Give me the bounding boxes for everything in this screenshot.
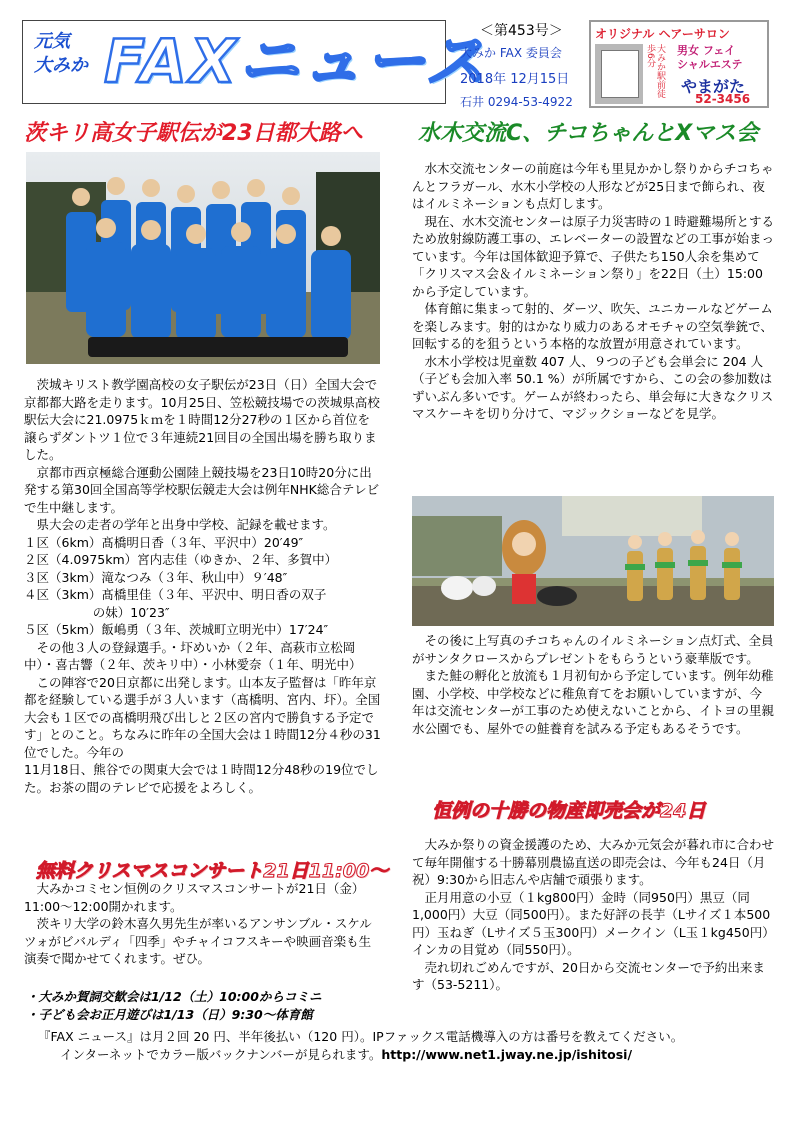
ad-phone: 52-3456: [695, 92, 751, 106]
ad-headline: オリジナル ヘアーサロン: [595, 27, 730, 41]
team-photo: [26, 152, 380, 364]
runner-list: [24, 534, 382, 639]
salon-advertisement: [589, 20, 769, 108]
ad-location: 大みか駅前徒歩6分: [645, 44, 665, 98]
masthead-tagline: [34, 30, 88, 78]
runner-item: ５区（5km）飯嶋勇（３年、茨城町立明光中）17′24″: [24, 622, 329, 637]
runner-item: ２区（4.0975km）宮内志佳（ゆきか、２年、多賀中）: [24, 552, 338, 567]
headline-market: 恒例の十勝の物産即売会が24日: [432, 800, 706, 822]
runner-item: １区（6km）髙橋明日香（３年、平沢中）20′49″: [24, 534, 304, 550]
footer: [38, 1028, 778, 1064]
market-article: 大みか祭りの資金援護のため、大みか元気会が暮れ市に合わせて毎年開催する十勝幕別農協直送の即売会は、今年も24日（月祝）9:30から旧志んや店舗で頑張ります。 正月用意の小豆（１kg800円）金時（同950円）黒豆（同1,000円）大豆（同500円）。また好評の長芋（Lサイズ１本500円）玉ねぎ（Lサイズ５玉300円）メークイン（L玉１kg450円）インカの目覚め（同550円）。 売れ切れごめんですが、20日から交流センターで予約出来ます（53-5211）。: [412, 837, 775, 992]
footer-web: インターネットでカラー版バックナンバーが見られます。http://www.net1.jway.ne.jp/ishitosi/: [60, 1047, 633, 1062]
headline-concert: 無料クリスマスコンサート21日11:00～: [36, 860, 389, 882]
fax-news-logo: FAXニュース: [104, 27, 488, 97]
notice-item: ・子ども会お正月遊びは1/13（日）9:30～体育館: [26, 1007, 313, 1022]
headline-ekiden: 茨キリ高女子駅伝が23日都大路へ: [24, 121, 363, 146]
footer-subscription: 『FAX ニュース』は月２回 20 円、半年後払い（120 円）。IPファックス電話機導入の方は番号を教えてください。: [38, 1029, 684, 1044]
event-notices: [26, 988, 406, 1024]
committee-name: 大みか FAX 委員会: [460, 46, 562, 60]
scarecrow-photo: [412, 496, 774, 626]
mizuki-article-cont: その後に上写真のチコちゃんのイルミネーション点灯式、全員がサンタクロースからプレゼントをもらうという豪華版です。 また鮭の孵化と放流も１月初旬から予定しています。例年幼稚園、小学校、中学校などに稚魚育てをお願いしていますが、今年は交流センターが工事のため使えないことから、イトヨの里親水公園でも、屋外での鮭養育を試みる予定もあるそうです。: [412, 633, 775, 736]
headline-christmas: 水木交流C、チコちゃんとXマス会: [418, 121, 759, 146]
notice-item: ・大みか賀詞交歓会は1/12（土）10:00からコミニ: [26, 989, 322, 1004]
issue-date: 2018年 12月15日: [460, 72, 570, 87]
runner-item: の妹）10′23″: [92, 604, 170, 620]
runner-item: ４区（3km）髙橋里佳（３年、平沢中、明日香の双子: [24, 587, 327, 602]
issue-number: ＜第453号＞: [480, 23, 563, 39]
ekiden-article: 茨城キリスト教学園高校の女子駅伝が23日（日）全国大会で京都都大路を走ります。10月25日、笠松競技場での茨城県高校駅伝大会に21.0975ｋｍを１時間12分27秒の１区から首位を譲らずダントツ１位で３年連続21回目の全国出場を勝ち取りました。 京都市西京極総合運動公園陸上競技場を23日10時20分に出発する第30回全国高等学校駅伝競走大会は例年NHK総合テレビで生中継します。 県大会の走者の学年と出身中学校、記録を載せます。 １区（6km）髙橋明日香（３年、平沢中）20′49″ ２区（4.0975km）宮内志佳（ゆきか、２年、多賀中） ３区（3km）滝なつみ（３年、秋山中）９′48″ ４区（3km）髙橋里佳（３年、平沢中、明日香の双子 の妹）10′23″ ５区（5km）飯嶋勇（３年、茨城町立明光中）17′24″ その他３人の登録選手。・圷めいか（２年、高萩市立松岡中）・喜古響（２年、茨キリ中）・小林愛奈（１年、明光中） この陣容で20日京都に出発します。山本友子監督は「昨年京都を経験している選手が３人います（髙橋明、宮内、圷）。全国大会も１区での髙橋明飛び出しと２区の宮内で勝負する予定です」とのこと。ちなみに昨年の全国大会は１時間12分４秒の31位でした。今年の 11月18日、熊谷での関東大会では１時間12分48秒の19位でした。お茶の間のテレビで応援をよろしく。: [24, 377, 381, 795]
shop-photo: [595, 44, 643, 104]
concert-article: 大みかコミセン恒例のクリスマスコンサートが21日（金）11:00～12:00開かれます。 茨キリ大学の鈴木喜久男先生が率いるアンサンブル・スケルツォがビバルディ「四季」やチャイコフスキーや映画音楽も生演奏で聞かせてくれます。ぜひ。: [24, 881, 372, 966]
tagline-omika: 大みか: [34, 55, 88, 76]
runner-item: ３区（3km）滝なつみ（３年、秋山中）９′48″: [24, 569, 288, 585]
backnumber-link[interactable]: http://www.net1.jway.ne.jp/ishitosi/: [381, 1047, 633, 1062]
ad-services: 男女 フェイ シャルエステ: [677, 44, 743, 71]
tagline-genki: 元気: [34, 31, 70, 52]
contact-phone: 石井 0294-53-4922: [460, 95, 573, 109]
mizuki-article: 水木交流センターの前庭は今年も里見かかし祭りからチコちゃんとフラガール、水木小学校の人形などが25日まで飾られ、夜はイルミネーションも点灯します。 現在、水木交流センターは原子力災害時の１時避難場所とするため放射線防護工事の、エレベーターの設置などの工事が始まっています。今年は国体歓迎予算で、子供たち150人余を集めて「クリスマス会＆イルミネーション祭り」を22日（土）15:00から予定しています。 体育館に集まって射的、ダーツ、吹矢、ユニカールなどゲームを楽しみます。射的はかなり威力のあるオモチャの空気拳銃で、回転する的を狙うという本格的な放置が用意されています。 水木小学校は児童数 407 人、９つの子ども会単会に 204 人（子ども会加入率 50.1 %）が所属ですから、この会の参加数はずいぶん多いです。ゲームが終わったら、単会毎に大きなクリスマスケーキを切り分けて、マジックショーなどを見学。: [412, 161, 775, 421]
ad-shop-name: やまがた: [681, 77, 746, 96]
